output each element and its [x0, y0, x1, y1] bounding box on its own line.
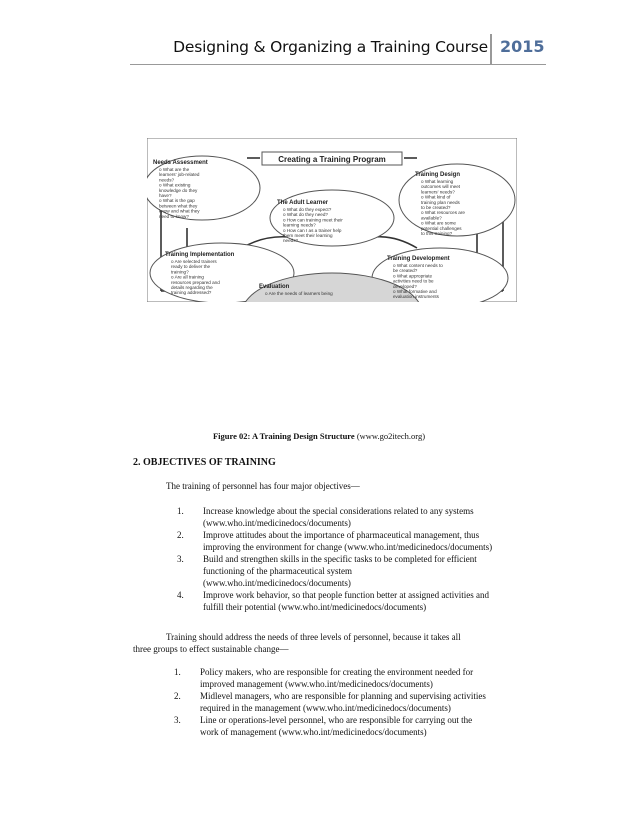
diagram-box-item: learners' needs?: [421, 189, 455, 195]
header-divider: [490, 34, 492, 64]
diagram-box-title: Needs Assessment: [153, 160, 208, 166]
diagram-box-item: learning needs?: [283, 222, 316, 228]
list-item: 2. Improve attitudes about the importance of pharmaceutical management, thus improving the environment for change (www.who.int/medicinedocs/documents): [177, 530, 493, 552]
diagram-box-item: o What appropriate: [393, 273, 433, 279]
diagram-box-item: need to know?: [159, 213, 189, 219]
objectives-intro: The training of personnel has four major objectives—: [166, 481, 360, 491]
diagram-box-item: o What formative and: [393, 289, 437, 294]
diagram-box-item: knowledge do they: [159, 187, 198, 193]
diagram-box-item: ready to deliver the: [171, 264, 211, 270]
diagram-box-title: Training Design: [415, 172, 461, 178]
section-heading: 2. OBJECTIVES OF TRAINING: [133, 457, 276, 468]
diagram-box-item: resources prepared and: [171, 279, 220, 285]
diagram-box-item: activities need to be: [393, 278, 434, 284]
header-title: Designing & Organizing a Training Course: [173, 38, 488, 56]
diagram-box-item: to this training?: [421, 231, 453, 236]
list-item: 1. Increase knowledge about the special considerations related to any systems (www.who.int/medicinedocs/documents): [177, 506, 474, 528]
diagram-box-item: outcomes will meet: [421, 184, 461, 190]
diagram-box-item: learners' job-related: [159, 172, 200, 178]
page-header: [0, 34, 638, 66]
diagram-box-item: o What existing: [159, 182, 191, 188]
diagram-box-item: be created?: [393, 268, 418, 274]
diagram-box-item: o What are some: [421, 220, 456, 226]
diagram-box-title: Evaluation: [259, 284, 290, 290]
header-rule: [130, 64, 546, 65]
diagram-box-item: o Are selected trainers: [171, 259, 217, 264]
diagram-box-item: training plan needs: [421, 199, 460, 205]
diagram-box-item: o What is the gap: [159, 198, 195, 204]
diagram-box-item: o What resources are: [421, 210, 465, 216]
list-item: 4. Improve work behavior, so that people function better at assigned activities and fulfill their potential (www.who.int/medicinedocs/documents): [177, 590, 490, 612]
diagram-box-item: o What kind of: [421, 194, 451, 200]
list-item: 3. Line or operations-level personnel, who are responsible for carrying out the work of management (www.who.int/medicinedocs/documents): [174, 715, 473, 737]
list-item: 2. Midlevel managers, who are responsible for planning and supervising activities required in the management (www.who.int/medicinedocs/documents): [174, 691, 486, 713]
figure-caption: [0, 431, 638, 441]
diagram-box-item: needs?: [159, 177, 175, 183]
list-item: 1. Policy makers, who are responsible for creating the environment needed for improved management (www.who.int/medicinedocs/documents): [174, 667, 474, 689]
diagram-box-item: available?: [421, 215, 442, 221]
diagram-box-item: o What content needs to: [393, 263, 443, 268]
diagram-box-item: o What do they need?: [283, 212, 328, 218]
diagram-box-item: know and what they: [159, 208, 200, 214]
diagram-box-item: evaluation instruments: [393, 294, 439, 300]
levels-intro-line-2: three groups to effect sustainable change—: [133, 644, 289, 654]
diagram-box-title: Training Implementation: [165, 252, 235, 258]
diagram-box-item: o What do they expect?: [283, 207, 332, 212]
diagram-box-item: details regarding the: [171, 285, 213, 290]
levels-intro-line-1: Training should address the needs of three levels of personnel, because it takes all: [166, 632, 461, 642]
diagram-box-item: o How can I as a trainer help: [283, 227, 342, 233]
diagram-box-item: potential challenges: [421, 225, 462, 231]
levels-list: [174, 666, 486, 738]
diagram-box-item: training?: [171, 269, 189, 275]
diagram-box-item: o Are the needs of learners being: [265, 291, 333, 296]
diagram-box-item: needs?: [283, 238, 299, 244]
diagram-box-item: them meet their learning: [283, 233, 333, 238]
diagram-title: Creating a Training Program: [278, 155, 386, 164]
diagram-box-title: Training Development: [387, 256, 450, 262]
caption-source: (www.go2itech.org): [356, 431, 426, 441]
header-year: 2015: [500, 37, 545, 56]
diagram-box-item: developed?: [393, 283, 417, 289]
objectives-list: [177, 505, 492, 613]
list-item: 3. Build and strengthen skills in the specific tasks to be completed for efficient functioning of the pharmaceutical system (www.who.int/medicinedocs/documents): [177, 554, 477, 588]
diagram-box-item: o What are the: [159, 167, 190, 172]
diagram-box-item: o What learning: [421, 179, 454, 184]
diagram-box-item: o How can training meet their: [283, 217, 343, 223]
diagram-box-item: have?: [159, 193, 172, 198]
training-program-diagram: [147, 138, 517, 302]
diagram-box-item: between what they: [159, 203, 198, 209]
diagram-box-item: o Are all training: [171, 274, 204, 280]
diagram-box-item: to be created?: [421, 205, 451, 210]
diagram-box-title: The Adult Learner: [277, 200, 329, 206]
training-design-figure: [147, 138, 517, 302]
diagram-box-item: training addressed?: [171, 290, 212, 296]
caption-label: Figure 02: A Training Design Structure: [212, 431, 355, 441]
